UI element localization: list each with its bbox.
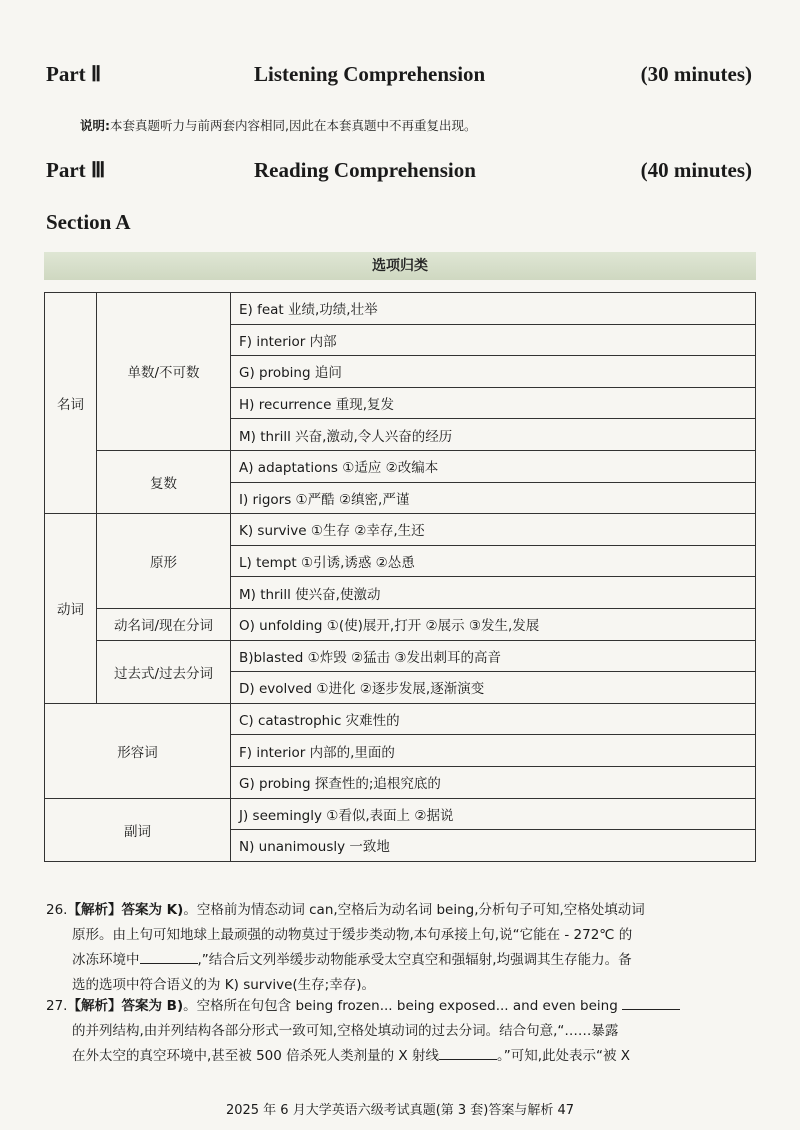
answer-blank — [622, 995, 680, 1010]
pos-verb: 动词 — [45, 514, 97, 704]
options-table — [44, 292, 756, 862]
q27-tag: 【解析】 — [67, 998, 122, 1014]
part2-label: Part Ⅱ — [46, 62, 102, 86]
q26-line2: 原形。由上句可知地球上最顽强的动物莫过于缓步类动物,本句承接上句,说“它能在 - 272℃ 的 — [72, 927, 633, 943]
part3-duration: (40 minutes) — [640, 158, 752, 182]
part2-title: Listening Comprehension — [254, 62, 486, 86]
answer-blank — [439, 1045, 497, 1060]
sub-noun-singular: 单数/不可数 — [97, 293, 231, 451]
option-c: C) catastrophic 灾难性的 — [231, 703, 756, 735]
option-d: D) evolved ①进化 ②逐步发展,逐渐演变 — [231, 672, 756, 704]
note — [80, 116, 476, 134]
note-text: 本套真题听力与前两套内容相同,因此在本套真题中不再重复出现。 — [110, 118, 477, 133]
option-a: A) adaptations ①适应 ②改编本 — [231, 450, 756, 482]
q26-tag: 【解析】 — [67, 902, 122, 918]
option-l: L) tempt ①引诱,诱惑 ②怂恿 — [231, 545, 756, 577]
sub-noun-plural: 复数 — [97, 450, 231, 513]
q27-line3b: 。”可知,此处表示“被 X — [496, 1048, 631, 1064]
option-m-verb: M) thrill 使兴奋,使激动 — [231, 577, 756, 609]
pos-noun: 名词 — [45, 293, 97, 514]
option-h: H) recurrence 重现,复发 — [231, 387, 756, 419]
pos-adjective: 形容词 — [45, 703, 231, 798]
option-j: J) seemingly ①看似,表面上 ②据说 — [231, 798, 756, 830]
sub-verb-ing: 动名词/现在分词 — [97, 608, 231, 640]
option-i: I) rigors ①严酷 ②缜密,严谨 — [231, 482, 756, 514]
option-m: M) thrill 兴奋,激动,令人兴奋的经历 — [231, 419, 756, 451]
q27-line1: 。空格所在句包含 being frozen... being exposed... and even being — [183, 998, 618, 1014]
options-banner: 选项归类 — [44, 252, 756, 280]
table-row — [45, 608, 756, 640]
q26-line3b: ,”结合后文列举缓步动物能承受太空真空和强辐射,均强调其生存能力。备 — [197, 952, 632, 968]
table-row — [45, 640, 756, 672]
part3-label: Part Ⅲ — [46, 158, 106, 182]
q26-line1: 。空格前为情态动词 can,空格后为动名词 being,分析句子可知,空格处填动词 — [183, 902, 645, 918]
page-footer: 2025 年 6 月大学英语六级考试真题(第 3 套)答案与解析 47 — [225, 1103, 575, 1118]
option-n: N) unanimously 一致地 — [231, 830, 756, 862]
table-row — [45, 798, 756, 830]
option-o: O) unfolding ①(使)展开,打开 ②展示 ③发生,发展 — [231, 608, 756, 640]
option-b: B)blasted ①炸毁 ②猛击 ③发出刺耳的高音 — [231, 640, 756, 672]
q26-line4: 选的选项中符合语义的为 K) survive(生存;幸存)。 — [72, 977, 375, 993]
pos-adverb: 副词 — [45, 798, 231, 861]
q27-answer: 答案为 B) — [121, 998, 184, 1014]
table-row — [45, 514, 756, 546]
option-g-adj: G) probing 探查性的;追根究底的 — [231, 766, 756, 798]
part2-duration: (30 minutes) — [640, 62, 752, 86]
part3-heading — [46, 158, 752, 188]
table-row — [45, 293, 756, 325]
analysis-27 — [46, 994, 758, 1069]
table-row — [45, 703, 756, 735]
table-row — [45, 450, 756, 482]
option-f-adj: F) interior 内部的,里面的 — [231, 735, 756, 767]
q27-number: 27. — [46, 998, 68, 1014]
option-g: G) probing 追问 — [231, 356, 756, 388]
sub-verb-past: 过去式/过去分词 — [97, 640, 231, 703]
q27-line2: 的并列结构,由并列结构各部分形式一致可知,空格处填动词的过去分词。结合句意,“……暴露 — [72, 1023, 619, 1039]
analysis-26 — [46, 898, 758, 998]
section-title: Section A — [46, 210, 131, 234]
option-k: K) survive ①生存 ②幸存,生还 — [231, 514, 756, 546]
note-label: 说明: — [80, 118, 110, 133]
q26-answer: 答案为 K) — [121, 902, 184, 918]
answer-blank — [140, 949, 198, 964]
q26-line3a: 冰冻环境中 — [72, 952, 140, 968]
q26-number: 26. — [46, 902, 68, 918]
part3-title: Reading Comprehension — [254, 158, 476, 182]
part2-heading — [46, 62, 752, 92]
q27-line3a: 在外太空的真空环境中,甚至被 500 倍杀死人类剂量的 X 射线 — [72, 1048, 439, 1064]
option-e: E) feat 业绩,功绩,壮举 — [231, 293, 756, 325]
sub-verb-base: 原形 — [97, 514, 231, 609]
option-f: F) interior 内部 — [231, 324, 756, 356]
